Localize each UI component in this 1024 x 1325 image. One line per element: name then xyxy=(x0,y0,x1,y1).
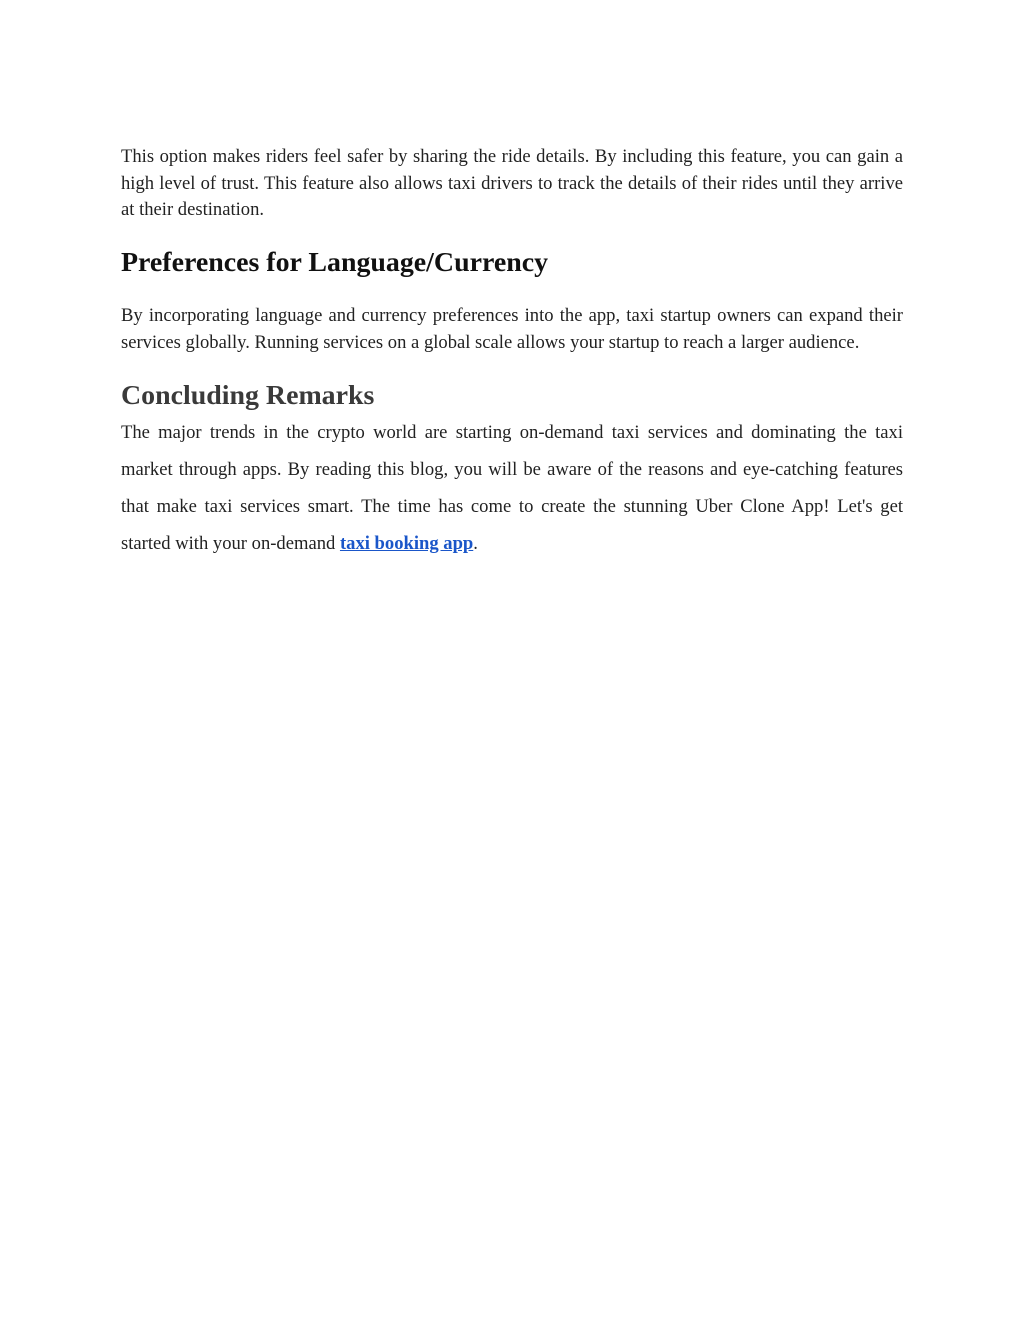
paragraph-language-currency: By incorporating language and currency preferences into the app, taxi startup owners can expand their services globally. Running services on a global scale allows your startup to reach a larger audience. xyxy=(121,305,903,353)
heading-concluding-remarks: Concluding Remarks xyxy=(121,379,375,411)
heading-language-currency: Preferences for Language/Currency xyxy=(121,247,549,278)
conclusion-period: . xyxy=(473,533,478,554)
paragraph-ride-sharing: This option makes riders feel safer by sharing the ride details. By including this feature, you can gain a high level of trust. This feature also allows taxi drivers to track the details of their rides until they arrive at their destination. xyxy=(121,146,903,220)
conclusion-text: The major trends in the crypto world are starting on-demand taxi services and dominating the taxi market through apps. By reading this blog, you will be aware of the reasons and eye-catching features that make taxi services smart. The time has come to create the stunning Uber Clone App! Let's get started with your on-demand xyxy=(121,422,903,554)
document-page xyxy=(121,144,903,562)
taxi-booking-app-link[interactable]: taxi booking app xyxy=(339,533,474,554)
paragraph-conclusion xyxy=(121,414,903,562)
